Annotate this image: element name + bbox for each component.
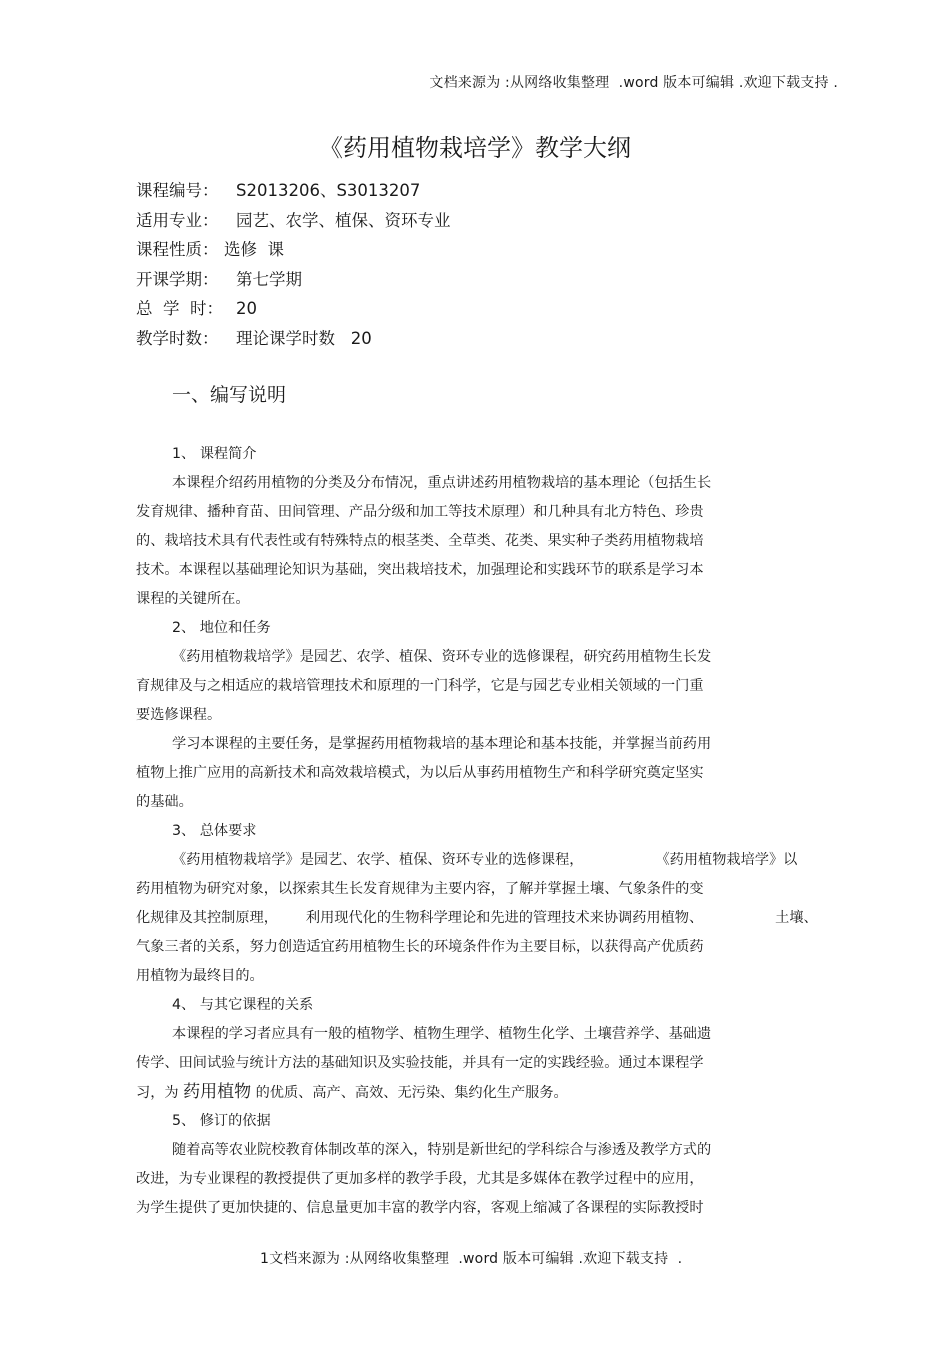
paragraph-line: 植物上推广应用的高新技术和高效栽培模式，为以后从事药用植物生产和科学研究奠定坚实 xyxy=(136,765,704,781)
text-run: 利用现代化的生物科学理论和先进的管理技术来协调药用植物、 xyxy=(305,910,704,926)
document-title: 《药用植物栽培学》教学大纲 xyxy=(319,134,631,162)
info-value: S2013206、S3013207 xyxy=(236,181,421,200)
paragraph-line: 为学生提供了更加快捷的、信息量更加丰富的教学内容，客观上缩减了各课程的实际教授时 xyxy=(136,1200,704,1216)
info-label: 开课学期： xyxy=(136,269,219,289)
paragraph-line xyxy=(136,846,836,875)
paragraph-line: 《药用植物栽培学》是园艺、农学、植保、资环专业的选修课程，研究药用植物生长发 xyxy=(172,649,712,665)
paragraph-line: 发育规律、播种育苗、田间管理、产品分级和加工等技术原理）和几种具有北方特色、珍贵 xyxy=(136,504,704,520)
info-value: 第七学期 xyxy=(236,269,302,289)
paragraph-line xyxy=(136,904,836,933)
info-row-nature xyxy=(136,235,451,265)
paragraph-line: 药用植物为研究对象，以探索其生长发育规律为主要内容，了解并掌握土壤、气象条件的变 xyxy=(136,881,704,897)
info-row-semester xyxy=(136,265,451,295)
course-info xyxy=(136,176,451,353)
info-value: 园艺、农学、植保、资环专业 xyxy=(236,210,451,230)
paragraph-line: 用植物为最终目的。 xyxy=(136,968,264,984)
paragraph-line: 课程的关键所在。 xyxy=(136,591,250,607)
page-footer: 1文档来源为 :从网络收集整理 .word 版本可编辑 .欢迎下载支持 . xyxy=(260,1251,683,1267)
info-row-major xyxy=(136,206,451,236)
subsection-heading: 3、 总体要求 xyxy=(172,823,257,839)
info-value: 理论课学时数 20 xyxy=(236,328,372,348)
info-label: 总 学 时： xyxy=(136,299,223,318)
info-label: 课程性质： xyxy=(136,240,219,259)
text-run: 的优质、高产、高效、无污染、集约化生产服务。 xyxy=(251,1085,568,1101)
subsection-heading: 2、 地位和任务 xyxy=(172,620,271,636)
paragraph-line: 传学、田间试验与统计方法的基础知识及实验技能，并具有一定的实践经验。通过本课程学 xyxy=(136,1055,704,1071)
text-run: 土壤、 xyxy=(775,910,818,926)
paragraph-line: 学习本课程的主要任务，是掌握药用植物栽培的基本理论和基本技能，并掌握当前药用 xyxy=(172,736,712,752)
paragraph-line: 的、栽培技术具有代表性或有特殊特点的根茎类、全草类、花类、果实种子类药用植物栽培 xyxy=(136,533,704,549)
text-run-emphasis: 药用植物 xyxy=(183,1082,252,1102)
paragraph-line: 改进，为专业课程的教授提供了更加多样的教学手段，尤其是多媒体在教学过程中的应用， xyxy=(136,1171,704,1187)
info-value: 选修 课 xyxy=(224,240,284,259)
paragraph-line: 本课程的学习者应具有一般的植物学、植物生理学、植物生化学、土壤营养学、基础遗 xyxy=(172,1026,712,1042)
section-body xyxy=(136,440,836,1223)
info-label: 适用专业： xyxy=(136,210,219,230)
text-run: 习，为 xyxy=(136,1085,184,1101)
paragraph-line: 育规律及与之相适应的栽培管理技术和原理的一门科学，它是与园艺专业相关领域的一门重 xyxy=(136,678,704,694)
subsection-heading: 1、 课程简介 xyxy=(172,446,257,462)
text-run: 《药用植物栽培学》以 xyxy=(655,852,798,868)
subsection-heading: 4、 与其它课程的关系 xyxy=(172,997,314,1013)
info-label: 课程编号： xyxy=(136,181,219,200)
paragraph-line: 的基础。 xyxy=(136,794,193,810)
paragraph-line: 要选修课程。 xyxy=(136,707,222,723)
text-run: 《药用植物栽培学》是园艺、农学、植保、资环专业的选修课程， xyxy=(172,852,584,868)
info-row-total-hours xyxy=(136,294,451,324)
info-row-teaching-hours xyxy=(136,324,451,354)
info-row-course-code xyxy=(136,176,451,206)
text-run: 化规律及其控制原理， xyxy=(136,910,278,926)
paragraph-line xyxy=(136,1078,836,1107)
page-header: 文档来源为 :从网络收集整理 .word 版本可编辑 .欢迎下载支持 . xyxy=(429,75,838,91)
subsection-heading: 5、 修订的依据 xyxy=(172,1113,271,1129)
paragraph-line: 气象三者的关系，努力创造适宜药用植物生长的环境条件作为主要目标，以获得高产优质药 xyxy=(136,939,704,955)
paragraph-line: 随着高等农业院校教育体制改革的深入，特别是新世纪的学科综合与渗透及教学方式的 xyxy=(172,1142,712,1158)
info-label: 教学时数： xyxy=(136,328,219,348)
section-heading: 一、编写说明 xyxy=(172,384,287,406)
info-value: 20 xyxy=(236,299,257,318)
paragraph-line: 技术。本课程以基础理论知识为基础，突出栽培技术，加强理论和实践环节的联系是学习本 xyxy=(136,562,704,578)
paragraph-line: 本课程介绍药用植物的分类及分布情况，重点讲述药用植物栽培的基本理论（包括生长 xyxy=(172,475,712,491)
